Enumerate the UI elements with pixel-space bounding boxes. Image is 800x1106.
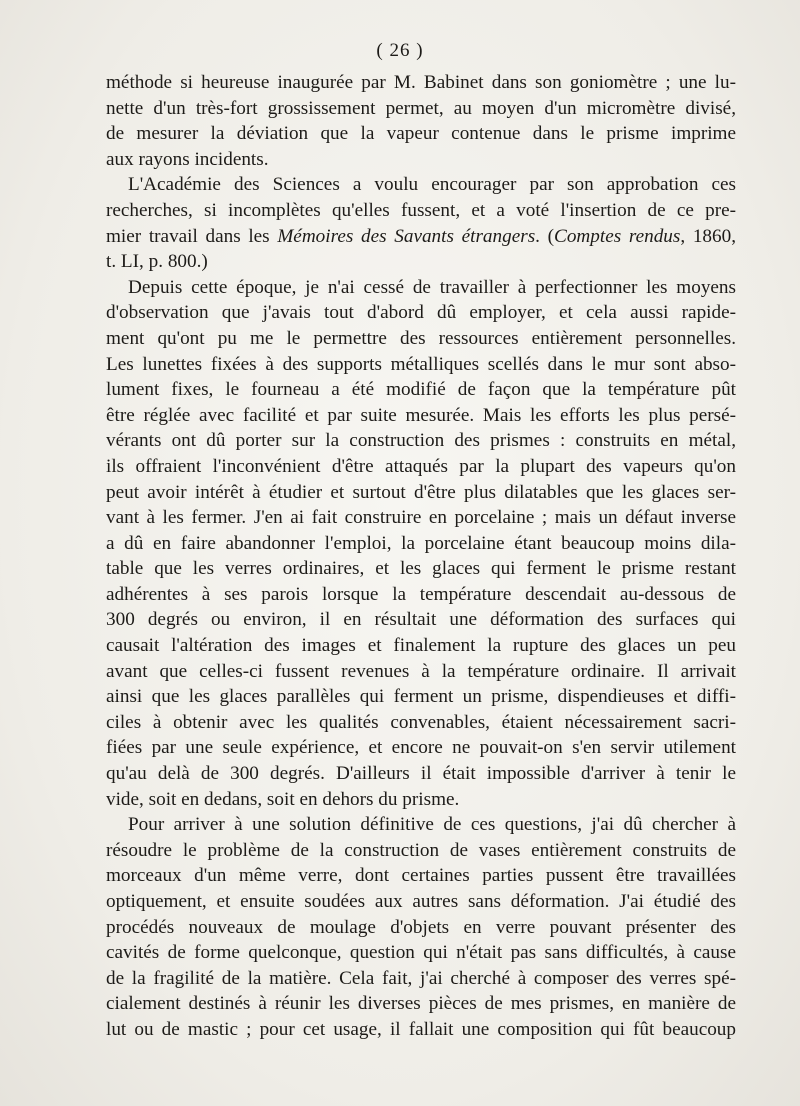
text-line: résoudre le problème de la construction de vases entièrement construits de (106, 839, 736, 861)
text-line: t. LI, p. 800.) (106, 251, 208, 273)
text-line: cavités de forme quelconque, question qui n'était pas sans difficultés, à cause (106, 942, 736, 964)
text-line: vant à les fermer. J'en ai fait construire en porcelaine ; mais un défaut inverse (106, 507, 736, 529)
text-line: ment qu'ont pu me le permettre des ressources entièrement personnelles. (106, 327, 736, 349)
paragraph-3 (106, 275, 736, 812)
text-line: optiquement, et ensuite soudées aux autres sans déformation. J'ai étudié des (106, 891, 736, 912)
paragraph-1 (106, 70, 736, 172)
text-line: Pour arriver à une solution définitive de ces questions, j'ai dû chercher à (128, 814, 736, 836)
text-line: a dû en faire abandonner l'emploi, la porcelaine étant beaucoup moins dila- (106, 532, 736, 554)
text-line: qu'au delà de 300 degrés. D'ailleurs il était impossible d'arriver à tenir le (106, 763, 736, 785)
text-line: cialement destinés à réunir les diverses pièces de mes prismes, en manière de (106, 993, 736, 1015)
text-line: procédés nouveaux de moulage d'objets en verre pouvant présenter des (106, 916, 736, 938)
text-line: causait l'altération des images et finalement la rupture des glaces un peu (106, 635, 736, 657)
text-line: ainsi que les glaces parallèles qui ferment un prisme, dispendieuses et diffi- (106, 686, 736, 708)
text-line: fiées par une seule expérience, et encore ne pouvait-on s'en servir utilement (106, 737, 736, 759)
text-fragment: . ( (535, 225, 555, 247)
paragraph-2 (106, 172, 736, 274)
text-line: recherches, si incomplètes qu'elles fussent, et a voté l'insertion de ce pre- (106, 199, 736, 221)
text-line: d'observation que j'avais tout d'abord dû employer, et cela aussi rapide- (106, 302, 736, 324)
text-line: table que les verres ordinaires, et les glaces qui ferment le prisme restant (106, 558, 736, 580)
page-number: ( 26 ) (376, 40, 424, 61)
text-line: de mesurer la déviation que la vapeur contenue dans le prisme imprime (106, 123, 736, 145)
text-line: vérants ont dû porter sur la construction des prismes : construits en métal, (106, 430, 736, 452)
paragraph-4 (106, 812, 736, 1042)
journal-title: Mémoires des Savants étrangers (277, 225, 536, 247)
text-line: 300 degrés ou environ, il en résultait une déformation des surfaces qui (106, 609, 736, 631)
text-line: vide, soit en dedans, soit en dehors du prisme. (106, 788, 460, 810)
text-line: ciles à obtenir avec les qualités convenables, étaient nécessairement sacri- (106, 711, 736, 733)
text-line: être réglée avec facilité et par suite mesurée. Mais les efforts les plus persé- (106, 404, 736, 426)
text-line: morceaux d'un même verre, dont certaines parties pussent être travaillées (106, 865, 736, 887)
text-line: aux rayons incidents. (106, 148, 269, 170)
text-line: lut ou de mastic ; pour cet usage, il fallait une composition qui fût beaucoup (106, 1018, 736, 1040)
text-fragment: mier travail dans les (106, 225, 278, 247)
text-fragment: , 1860, (680, 225, 736, 247)
text-line: nette d'un très-fort grossissement permet, au moyen d'un micromètre divisé, (106, 97, 736, 119)
text-line-with-citation (106, 224, 736, 250)
text-line: adhérentes à ses parois lorsque la température descendait au-dessous de (106, 583, 736, 605)
text-line: Les lunettes fixées à des supports métalliques scellés dans le mur sont abso- (106, 353, 736, 375)
journal-title: Comptes rendus (554, 225, 681, 247)
page-text (106, 70, 736, 1043)
text-line: ils offraient l'inconvénient d'être attaqués par la plupart des vapeurs qu'on (106, 455, 736, 477)
text-line: Depuis cette époque, je n'ai cessé de travailler à perfectionner les moyens (128, 276, 736, 298)
text-line: de la fragilité de la matière. Cela fait, j'ai cherché à composer des verres spé- (106, 967, 736, 989)
text-line: peut avoir intérêt à étudier et surtout d'être plus dilatables que les glaces ser- (106, 481, 736, 503)
text-line: méthode si heureuse inaugurée par M. Babinet dans son goniomètre ; une lu- (106, 72, 736, 93)
text-line: avant que celles-ci fussent revenues à la température ordinaire. Il arrivait (106, 660, 736, 682)
text-line: L'Académie des Sciences a voulu encourager par son approbation ces (128, 174, 736, 196)
text-line: lument fixes, le fourneau a été modifié de façon que la température pût (106, 379, 736, 401)
